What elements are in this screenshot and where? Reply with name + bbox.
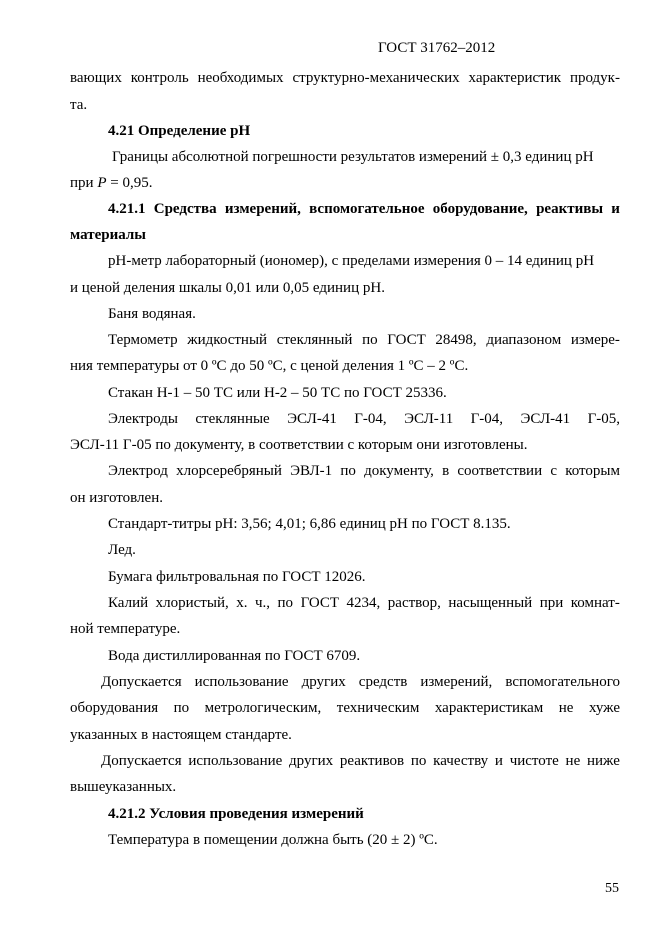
word: измере- bbox=[570, 332, 620, 348]
word: ЭСЛ-41 bbox=[287, 411, 337, 427]
word: характеристик bbox=[468, 70, 562, 86]
paragraph-line bbox=[108, 594, 620, 612]
word: ЭСЛ-11 bbox=[404, 411, 454, 427]
paragraph-line: Стандарт-титры pH: 3,56; 4,01; 6,86 единиц pH по ГОСТ 8.135. bbox=[108, 516, 511, 532]
word: оборудование, bbox=[432, 201, 528, 217]
word: измерений, bbox=[420, 674, 493, 690]
word: 28498, bbox=[435, 332, 477, 348]
paragraph-line: Вода дистиллированная по ГОСТ 6709. bbox=[108, 648, 361, 664]
word: по bbox=[410, 753, 427, 769]
word: средств bbox=[358, 674, 408, 690]
word: по bbox=[362, 332, 378, 348]
paragraph-line bbox=[70, 174, 152, 192]
paragraph-line: pH-метр лабораторный (иономер), с пределами измерения 0 – 14 единиц pH bbox=[108, 253, 595, 269]
word: Г-04, bbox=[354, 411, 387, 427]
word: раствор, bbox=[387, 595, 441, 611]
paragraph-line bbox=[70, 69, 620, 87]
symbol-p: P bbox=[97, 175, 107, 191]
section-heading-4-21: 4.21 Определение pH bbox=[108, 123, 251, 139]
paragraph-line: та. bbox=[70, 97, 88, 113]
word: реактивов bbox=[339, 753, 405, 769]
word: Г-04, bbox=[470, 411, 504, 427]
word: Г-05, bbox=[587, 411, 620, 427]
paragraph-line: ной температуре. bbox=[70, 621, 181, 637]
paragraph-line bbox=[108, 331, 620, 349]
word: вающих bbox=[70, 70, 122, 86]
word: необходимых bbox=[197, 70, 284, 86]
word: стеклянные bbox=[195, 411, 270, 427]
word: использование bbox=[188, 753, 283, 769]
word: х. bbox=[236, 595, 248, 611]
word: Допускается bbox=[101, 674, 182, 690]
word: структурно-механических bbox=[292, 70, 460, 86]
section-heading-4-21-2: 4.21.2 Условия проведения измерений bbox=[108, 806, 364, 822]
text-fragment: при bbox=[70, 175, 98, 191]
word: 4.21.1 bbox=[108, 201, 146, 217]
word: по bbox=[173, 700, 190, 716]
paragraph-line bbox=[108, 410, 620, 428]
paragraph-line bbox=[108, 462, 620, 480]
paragraph-line: Лед. bbox=[108, 542, 136, 558]
word: в bbox=[442, 463, 450, 479]
word: не bbox=[558, 700, 574, 716]
word: по bbox=[277, 595, 294, 611]
word: и bbox=[494, 753, 503, 769]
word: Термометр bbox=[108, 332, 178, 348]
paragraph-line bbox=[101, 673, 620, 691]
word: документу, bbox=[364, 463, 434, 479]
word: стеклянный bbox=[276, 332, 353, 348]
word: реактивы bbox=[536, 201, 604, 217]
word: с bbox=[550, 463, 557, 479]
paragraph-line: указанных в настоящем стандарте. bbox=[70, 727, 292, 743]
paragraph-line bbox=[70, 699, 620, 717]
word: диапазоном bbox=[486, 332, 562, 348]
word: ЭСЛ-41 bbox=[520, 411, 571, 427]
word: других bbox=[301, 674, 346, 690]
paragraph-line: он изготовлен. bbox=[70, 490, 163, 506]
word: продук- bbox=[569, 70, 620, 86]
word: ниже bbox=[586, 753, 620, 769]
word: вспомогательного bbox=[505, 674, 620, 690]
word: хлористый, bbox=[155, 595, 229, 611]
word: оборудования bbox=[70, 700, 159, 716]
word: Средства bbox=[153, 201, 217, 217]
word: по bbox=[340, 463, 356, 479]
word: ГОСТ bbox=[300, 595, 340, 611]
section-heading-4-21-1-cont: материалы bbox=[70, 227, 146, 243]
word: и bbox=[611, 201, 620, 217]
word: контроль bbox=[130, 70, 189, 86]
paragraph-line: Стакан Н-1 – 50 ТС или Н-2 – 50 ТС по ГОСТ 25336. bbox=[108, 385, 447, 401]
paragraph-line: вышеуказанных. bbox=[70, 779, 177, 795]
word: соответствии bbox=[457, 463, 543, 479]
word: ГОСТ bbox=[387, 332, 426, 348]
word: других bbox=[289, 753, 334, 769]
paragraph-line: ния температуры от 0 ºС до 50 ºС, с ценой деления 1 ºС – 2 ºС. bbox=[70, 358, 469, 374]
word: жидкостный bbox=[187, 332, 268, 348]
paragraph-line: Границы абсолютной погрешности результатов измерений ± 0,3 единиц pH bbox=[112, 149, 594, 165]
word: которым bbox=[565, 463, 620, 479]
word: чистоте bbox=[509, 753, 559, 769]
word: характеристикам bbox=[434, 700, 544, 716]
word: при bbox=[539, 595, 564, 611]
word: Калий bbox=[108, 595, 149, 611]
paragraph-line bbox=[101, 752, 620, 770]
word: ЭВЛ-1 bbox=[290, 463, 333, 479]
paragraph-line: ЭСЛ-11 Г-05 по документу, в соответствии с которым они изготовлены. bbox=[70, 437, 528, 453]
word: ч., bbox=[254, 595, 271, 611]
word: комнат- bbox=[570, 595, 620, 611]
word: хлорсеребряный bbox=[176, 463, 282, 479]
word: хуже bbox=[588, 700, 620, 716]
word: метрологическим, bbox=[204, 700, 322, 716]
paragraph-line: и ценой деления шкалы 0,01 или 0,05 единиц pH. bbox=[70, 280, 385, 296]
paragraph-line: Бумага фильтровальная по ГОСТ 12026. bbox=[108, 569, 366, 585]
word: Электроды bbox=[108, 411, 178, 427]
word: измерений, bbox=[224, 201, 301, 217]
word: Допускается bbox=[101, 753, 182, 769]
word: насыщенный bbox=[448, 595, 533, 611]
word: не bbox=[565, 753, 581, 769]
word: вспомогательное bbox=[309, 201, 425, 217]
word: Электрод bbox=[108, 463, 168, 479]
word: техническим bbox=[336, 700, 420, 716]
document-header: ГОСТ 31762–2012 bbox=[378, 40, 496, 56]
word: 4234, bbox=[346, 595, 381, 611]
page-number: 55 bbox=[605, 881, 619, 896]
word: качеству bbox=[433, 753, 489, 769]
section-heading-4-21-1 bbox=[108, 200, 620, 218]
text-fragment: = 0,95. bbox=[106, 175, 153, 191]
paragraph-line: Температура в помещении должна быть (20 ± 2) ºС. bbox=[108, 832, 438, 848]
paragraph-line: Баня водяная. bbox=[108, 306, 196, 322]
word: использование bbox=[194, 674, 289, 690]
